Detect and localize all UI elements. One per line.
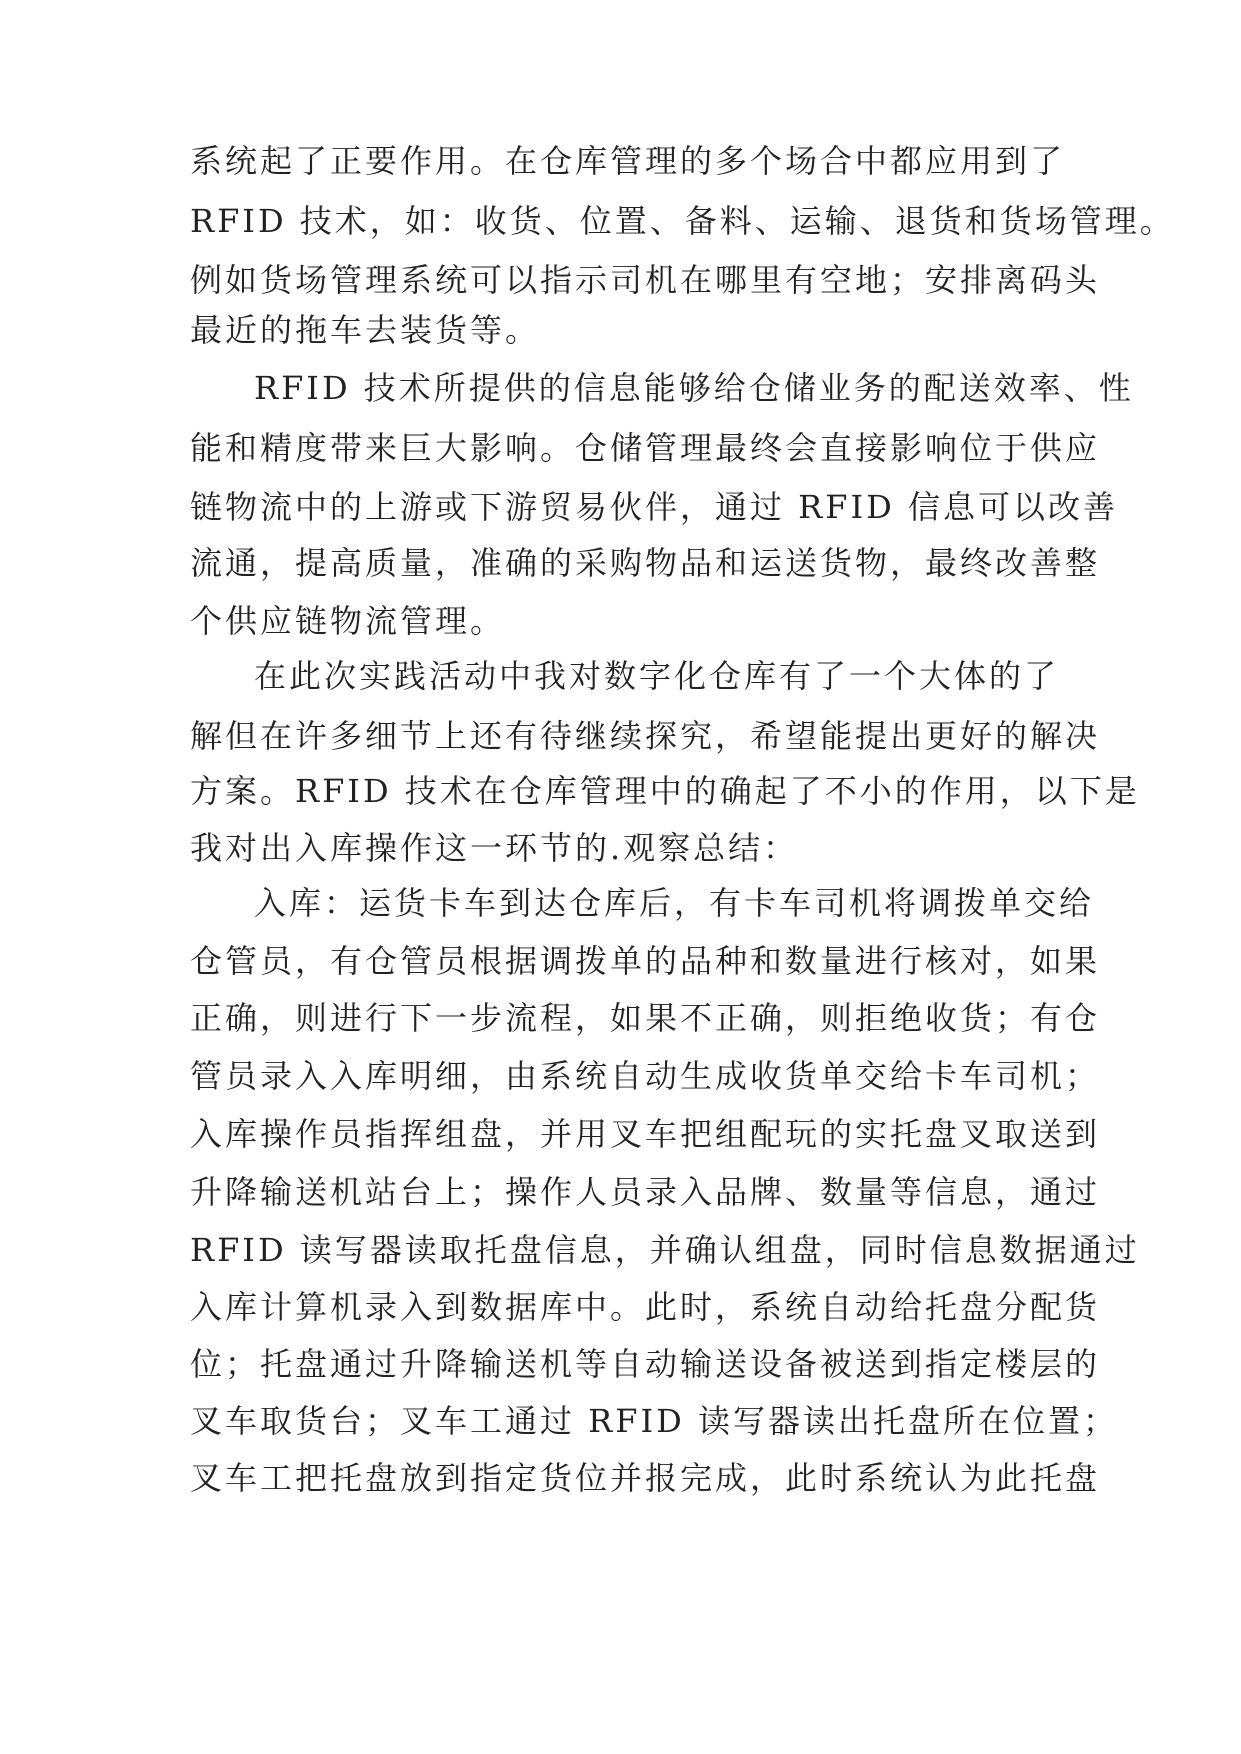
text-line: 位；托盘通过升降输送机等自动输送设备被送到指定楼层的 [190,1345,1101,1383]
text-line: 管员录入入库明细，由系统自动生成收货单交给卡车司机； [190,1057,1101,1095]
text-line: 仓管员，有仓管员根据调拨单的品种和数量进行核对，如果 [190,942,1101,980]
text-line: 解但在许多细节上还有待继续探究，希望能提出更好的解决 [190,717,1101,755]
text-line: 叉车取货台；叉车工通过 RFID 读写器读出托盘所在位置； [190,1402,1118,1440]
text-line: 正确，则进行下一步流程，如果不正确，则拒绝收货；有仓 [190,999,1101,1037]
text-line: RFID 技术，如：收货、位置、备料、运输、退货和货场管理。 [190,202,1175,240]
text-line: 升降输送机站台上；操作人员录入品牌、数量等信息，通过 [190,1173,1101,1211]
text-line: 个供应链物流管理。 [190,602,506,640]
text-line: 流通，提高质量，准确的采购物品和运送货物，最终改善整 [190,544,1101,582]
text-line: 例如货场管理系统可以指示司机在哪里有空地；安排离码头 [190,261,1101,299]
text-line: 能和精度带来巨大影响。仓储管理最终会直接影响位于供应 [190,429,1101,467]
text-line: 方案。RFID 技术在仓库管理中的确起了不小的作用，以下是 [190,772,1140,810]
text-line: 链物流中的上游或下游贸易伙伴，通过 RFID 信息可以改善 [190,488,1118,526]
text-line: 我对出入库操作这一环节的.观察总结： [190,829,799,867]
text-line: 入库计算机录入到数据库中。此时，系统自动给托盘分配货 [190,1288,1101,1326]
text-line: 系统起了正要作用。在仓库管理的多个场合中都应用到了 [190,142,1066,180]
text-line: 入库操作员指挥组盘，并用叉车把组配玩的实托盘叉取送到 [190,1115,1101,1153]
text-line: 最近的拖车去装货等。 [190,311,541,349]
paragraph-first-line: 在此次实践活动中我对数字化仓库有了一个大体的了 [254,657,1060,695]
text-line: 叉车工把托盘放到指定货位并报完成，此时系统认为此托盘 [190,1459,1101,1497]
paragraph-first-line: RFID 技术所提供的信息能够给仓储业务的配送效率、性 [254,369,1134,407]
paragraph-first-line: 入库：运货卡车到达仓库后，有卡车司机将调拨单交给 [254,884,1095,922]
text-line: RFID 读写器读取托盘信息，并确认组盘，同时信息数据通过 [190,1231,1140,1269]
